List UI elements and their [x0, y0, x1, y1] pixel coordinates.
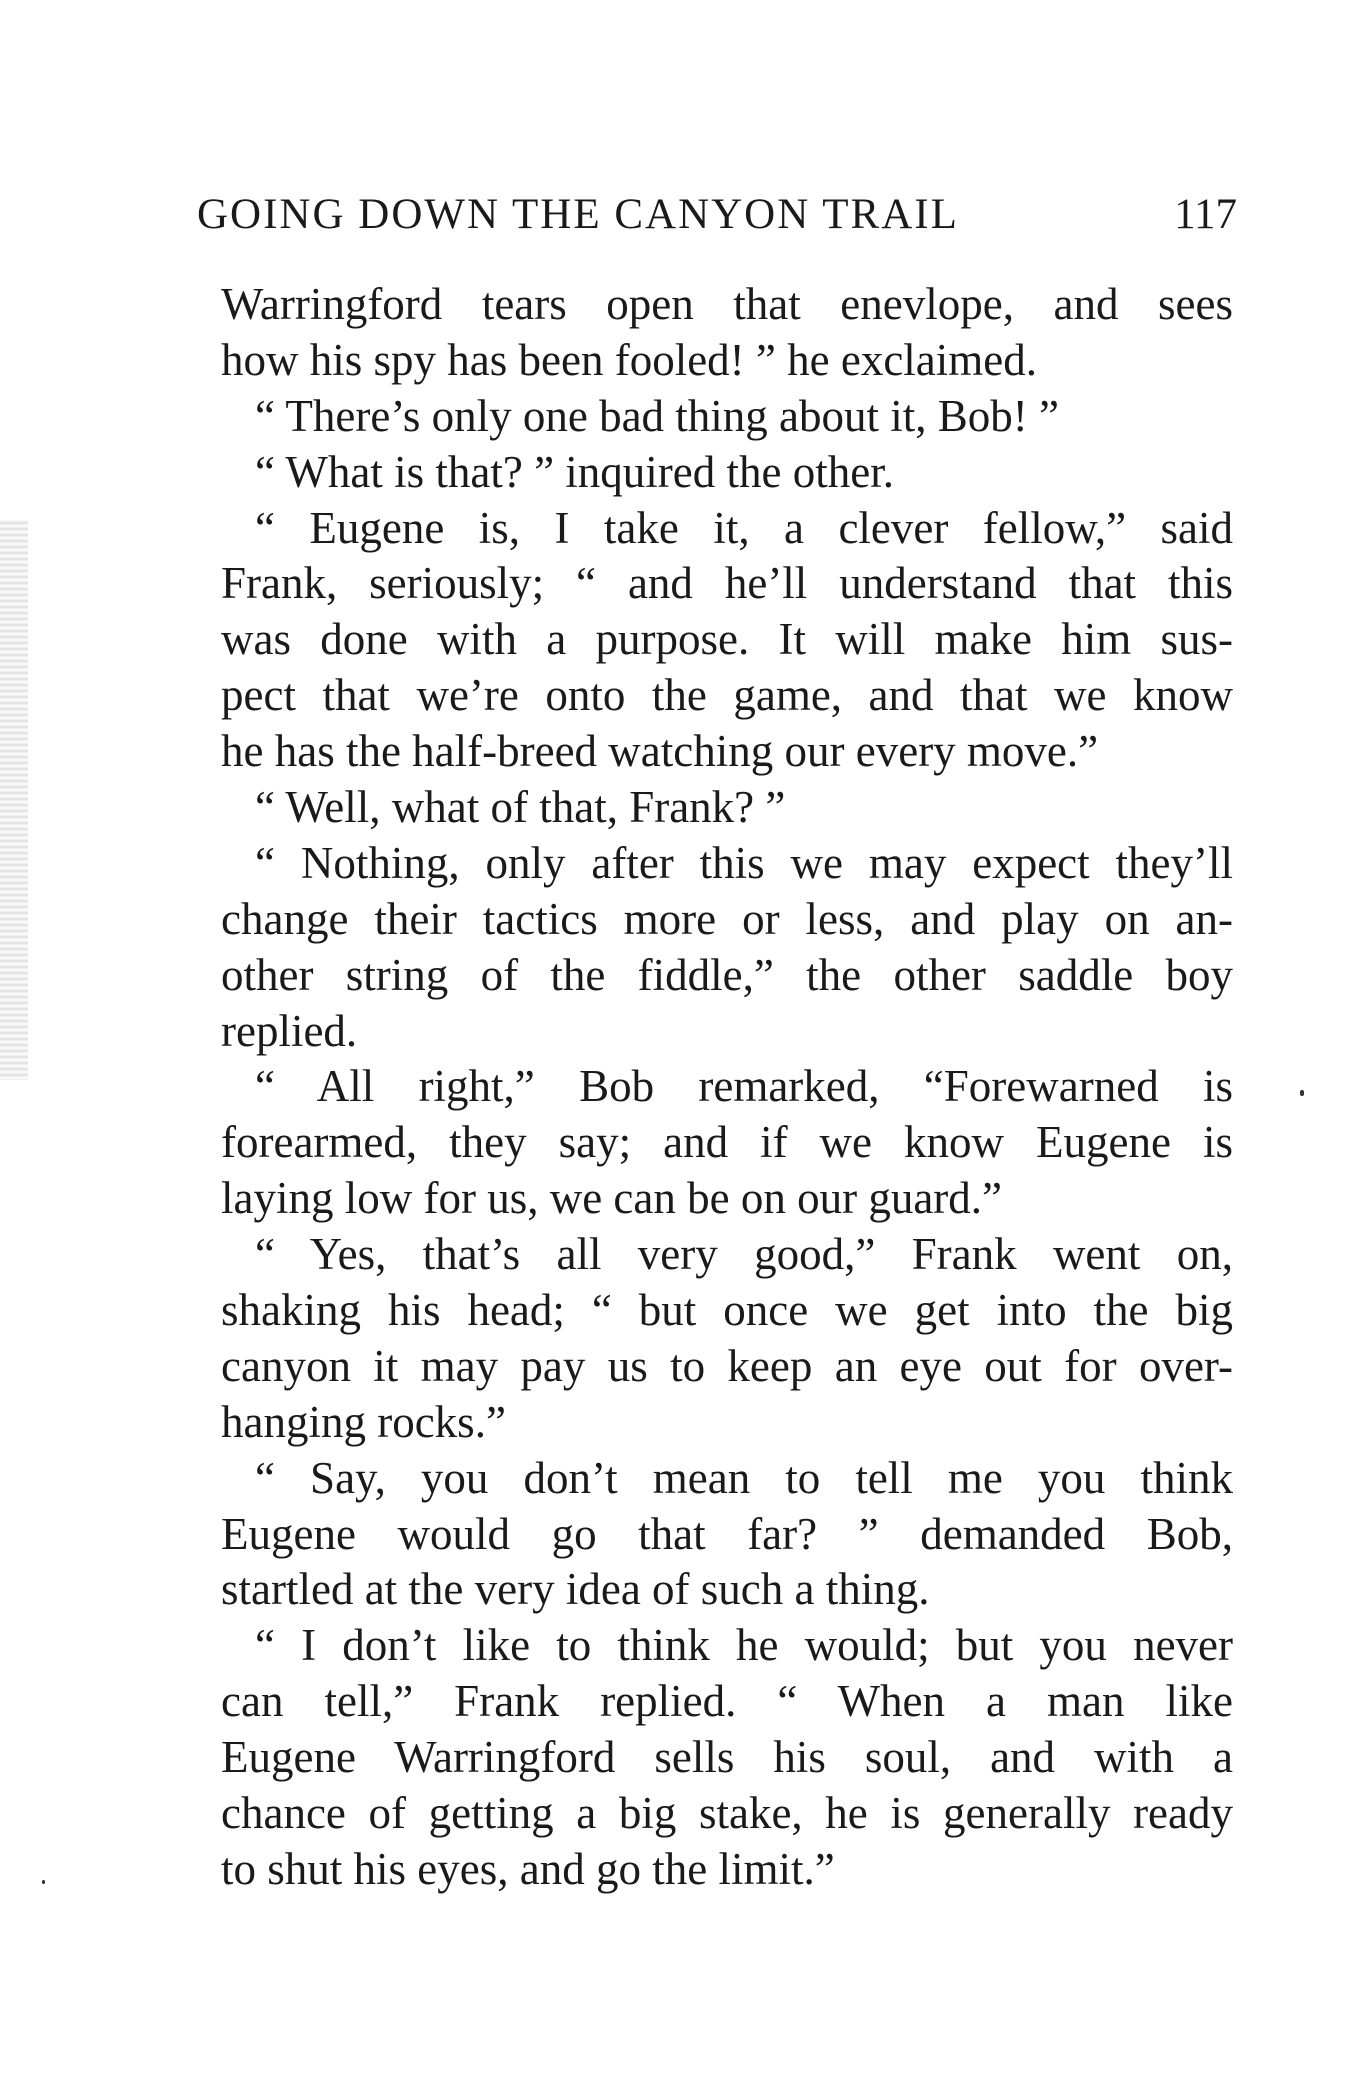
text-line: pect that we’re onto the game, and that we know [221, 670, 1233, 721]
text-line: Warringford tears open that enevlope, and sees [221, 279, 1233, 329]
body-text [221, 277, 1233, 1898]
running-head [0, 190, 1237, 250]
text-line: “ I don’t like to think he would; but you never [255, 1620, 1233, 1671]
text-line: other string of the fiddle,” the other saddle boy [221, 949, 1233, 1000]
text-line: change their tactics more or less, and play on an- [221, 893, 1233, 944]
text-line: “ Nothing, only after this we may expect they’ll [255, 837, 1233, 888]
text-line: replied. [221, 1005, 358, 1056]
text-line: Eugene Warringford sells his soul, and with a [221, 1732, 1233, 1783]
text-line: “ What is that? ” inquired the other. [255, 446, 894, 497]
text-line: chance of getting a big stake, he is generally ready [221, 1788, 1233, 1839]
text-line: “ There’s only one bad thing about it, Bob! ” [255, 390, 1060, 441]
text-line: hanging rocks.” [221, 1396, 506, 1447]
text-line: how his spy has been fooled! ” he exclaimed. [221, 334, 1037, 385]
text-line: startled at the very idea of such a thing. [221, 1564, 930, 1615]
running-title: GOING DOWN THE CANYON TRAIL [197, 191, 959, 238]
text-line: “ Eugene is, I take it, a clever fellow,” said [255, 502, 1233, 553]
text-line: to shut his eyes, and go the limit.” [221, 1843, 835, 1894]
text-line: “ Yes, that’s all very good,” Frank went on, [255, 1229, 1233, 1280]
page-number: 117 [1174, 191, 1237, 238]
text-line: laying low for us, we can be on our guard.” [221, 1173, 1003, 1224]
text-line: forearmed, they say; and if we know Eugene is [221, 1117, 1233, 1168]
text-line: he has the half-breed watching our every move.” [221, 726, 1099, 777]
text-line: “ All right,” Bob remarked, “Forewarned is [255, 1061, 1233, 1112]
text-line: shaking his head; “ but once we get into the big [221, 1285, 1233, 1336]
text-line: “ Say, you don’t mean to tell me you think [255, 1452, 1233, 1503]
text-line: was done with a purpose. It will make him sus- [221, 614, 1233, 665]
text-line: Eugene would go that far? ” demanded Bob, [221, 1508, 1233, 1559]
ink-speck [42, 1880, 45, 1884]
text-line: “ Well, what of that, Frank? ” [255, 782, 786, 833]
binding-gutter-shadow [0, 520, 28, 1080]
ink-speck [1300, 1090, 1304, 1096]
text-line: Frank, seriously; “ and he’ll understand that this [221, 558, 1233, 609]
text-line: canyon it may pay us to keep an eye out for over- [221, 1340, 1233, 1391]
text-line: can tell,” Frank replied. “ When a man like [221, 1676, 1233, 1727]
